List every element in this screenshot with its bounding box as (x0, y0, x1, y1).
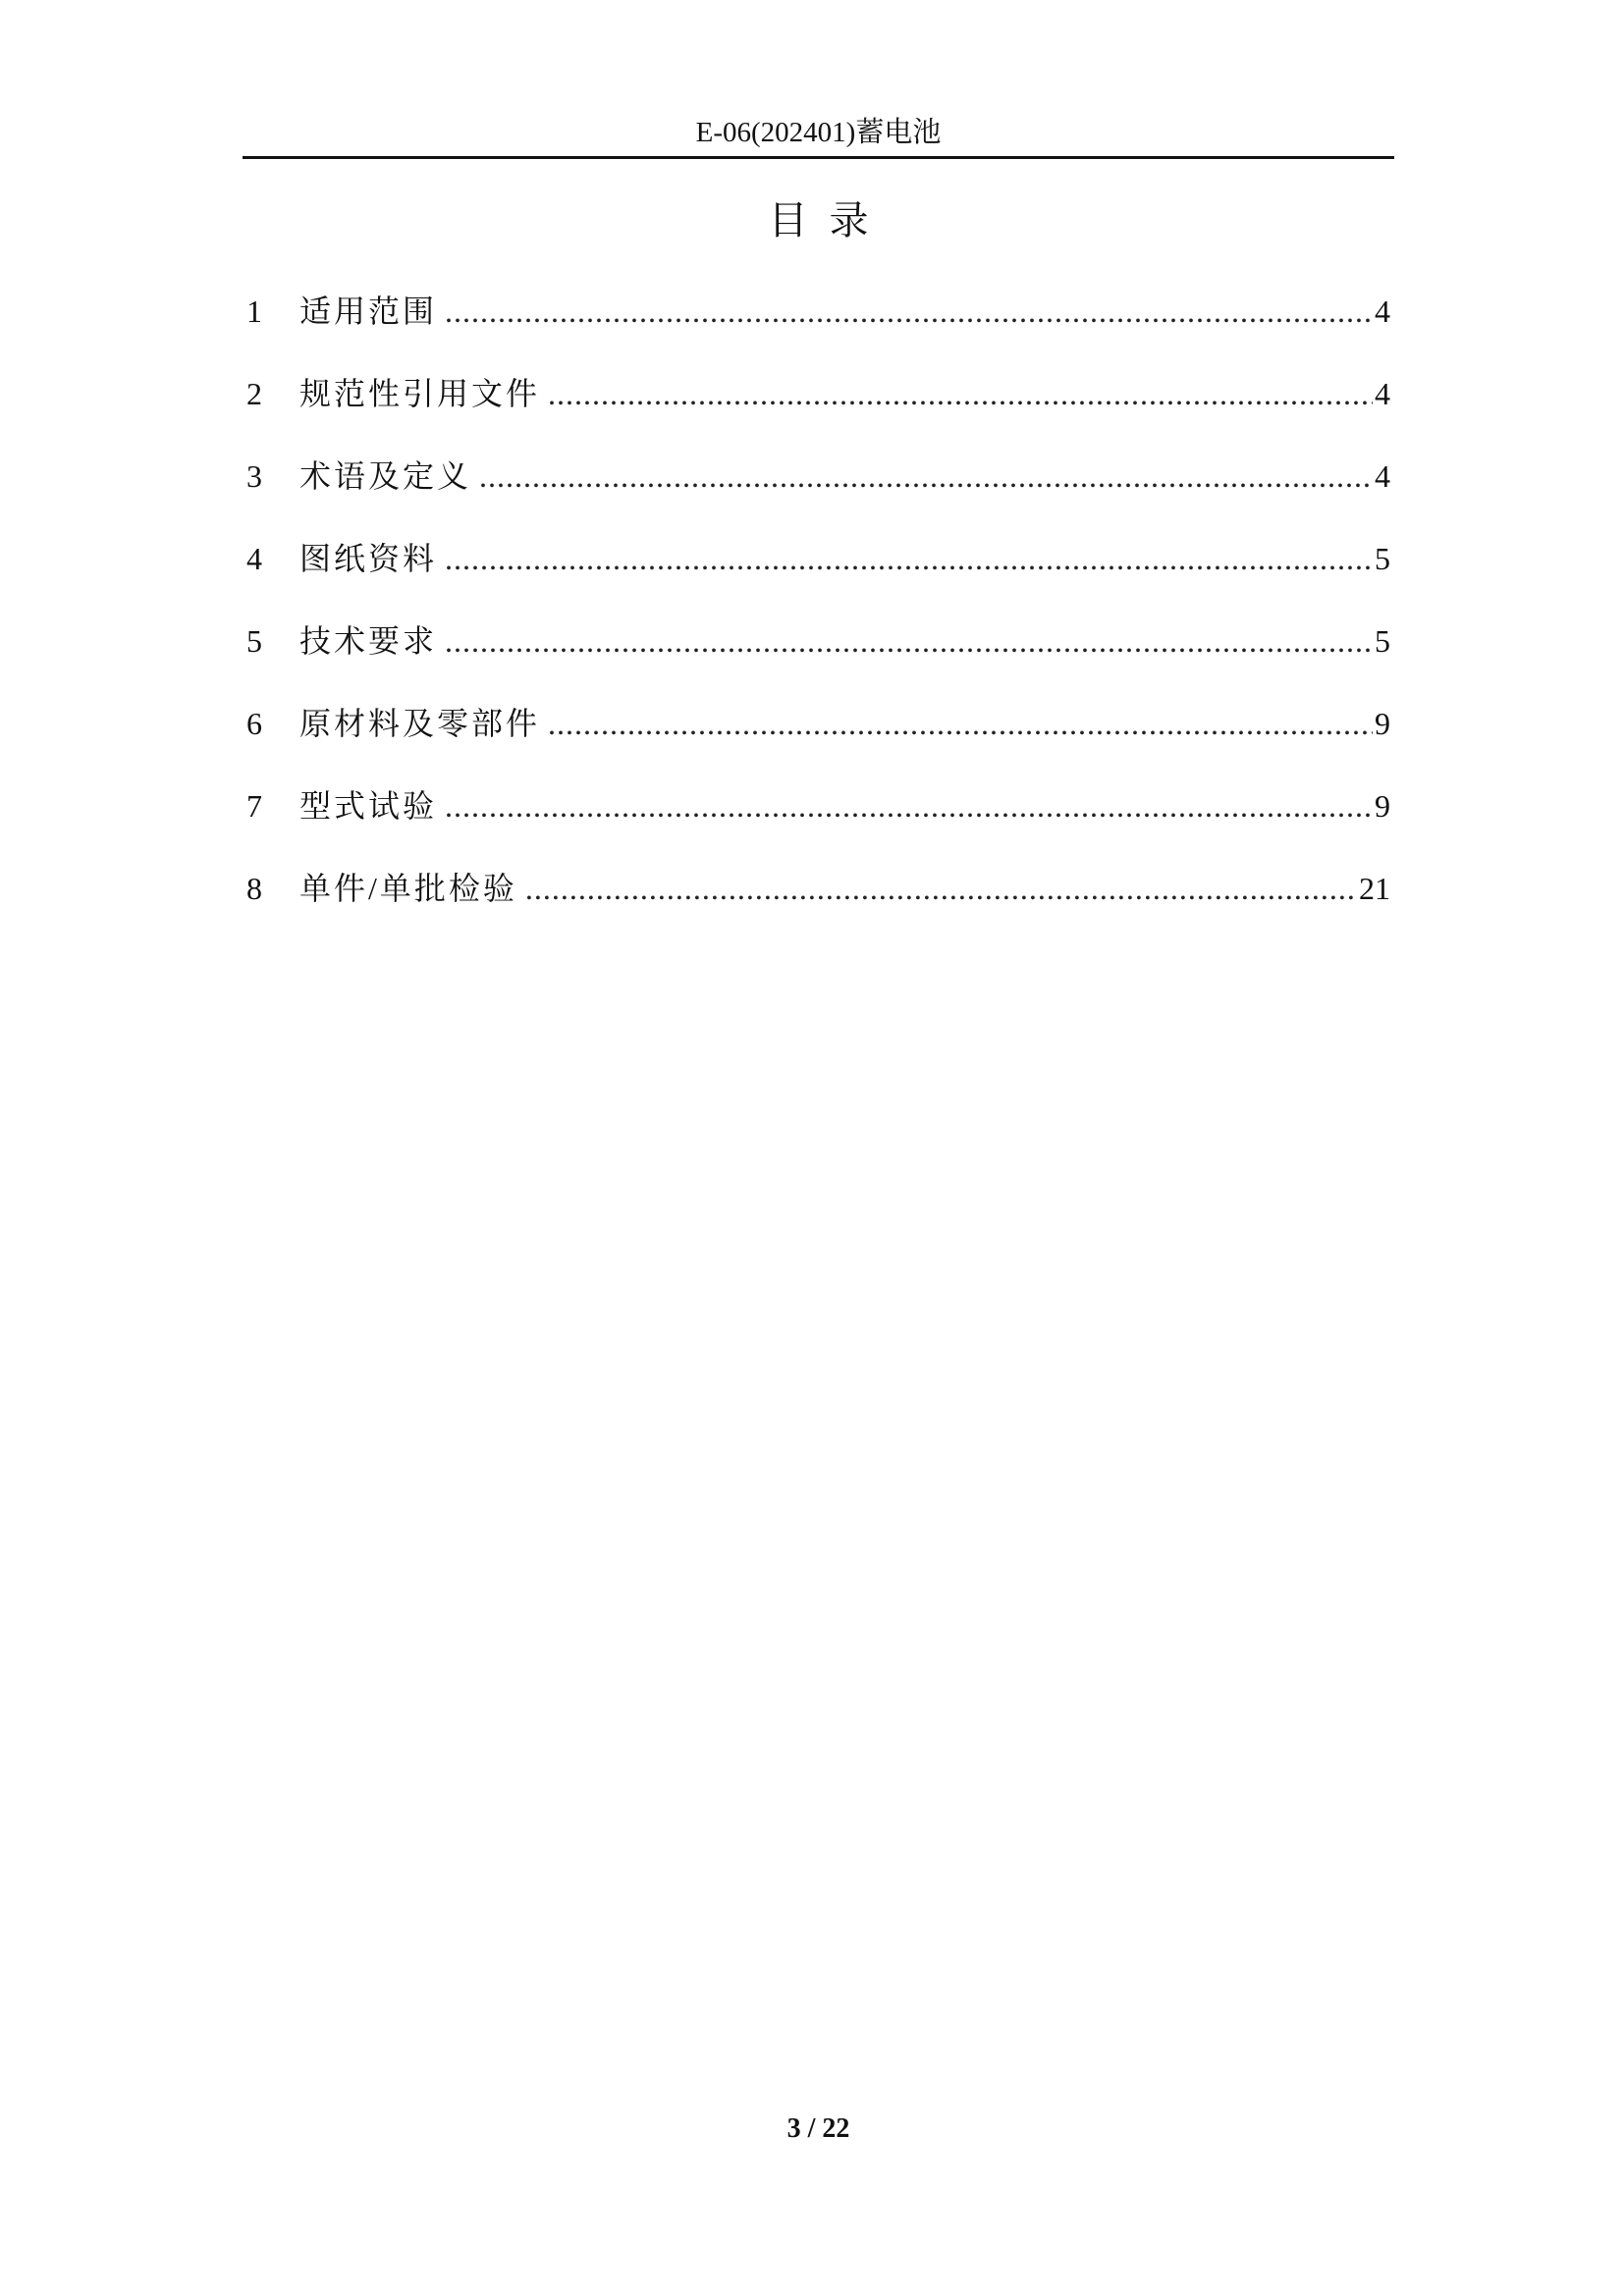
toc-entry-label: 适用范围 (299, 294, 438, 329)
toc-entry-number: 5 (246, 623, 262, 659)
toc-entry[interactable] (246, 867, 1390, 949)
toc-entry-number: 7 (246, 788, 262, 824)
toc-dot-leader (479, 454, 1373, 498)
toc-dot-leader (445, 784, 1373, 828)
toc-entry-page: 5 (1375, 541, 1390, 576)
toc-dot-leader (548, 702, 1373, 745)
toc-entry-number: 6 (246, 706, 262, 741)
toc-entry-number: 4 (246, 541, 262, 576)
toc-entry-page: 21 (1359, 871, 1390, 906)
toc-entry[interactable] (246, 784, 1390, 867)
toc-entry[interactable] (246, 372, 1390, 454)
toc-entry-number: 3 (246, 458, 262, 494)
toc-entry-page: 5 (1375, 623, 1390, 659)
toc-entry-label: 技术要求 (299, 623, 438, 659)
toc-entry-number: 1 (246, 294, 262, 329)
toc-entry-label: 型式试验 (299, 788, 438, 824)
toc-entry[interactable] (246, 454, 1390, 537)
toc-entry[interactable] (246, 702, 1390, 784)
running-header: E-06(202401)蓄电池 (695, 117, 942, 148)
header-divider (243, 156, 1394, 159)
toc-entry-page: 4 (1375, 376, 1390, 411)
toc-entry-page: 9 (1375, 706, 1390, 741)
toc-entry-label: 术语及定义 (299, 458, 472, 494)
toc-entry-number: 8 (246, 871, 262, 906)
toc-dot-leader (548, 372, 1373, 415)
toc-entry[interactable] (246, 619, 1390, 702)
toc-entry-page: 4 (1375, 294, 1390, 329)
toc-dot-leader (445, 619, 1373, 663)
toc-entry-page: 4 (1375, 458, 1390, 494)
toc-entry[interactable] (246, 290, 1390, 372)
page-number-footer: 3 / 22 (786, 2113, 850, 2144)
toc-title: 目录 (768, 198, 891, 242)
toc-entry-page: 9 (1375, 788, 1390, 824)
toc-entry[interactable] (246, 537, 1390, 619)
toc-entry-label: 单件/单批检验 (299, 871, 517, 906)
toc-dot-leader (445, 290, 1373, 333)
toc-dot-leader (445, 537, 1373, 580)
toc-entry-label: 原材料及零部件 (299, 706, 541, 741)
toc-entry-label: 规范性引用文件 (299, 376, 541, 411)
toc-dot-leader (525, 867, 1357, 910)
toc-entry-label: 图纸资料 (299, 541, 438, 576)
toc-list (246, 290, 1390, 949)
toc-entry-number: 2 (246, 376, 262, 411)
